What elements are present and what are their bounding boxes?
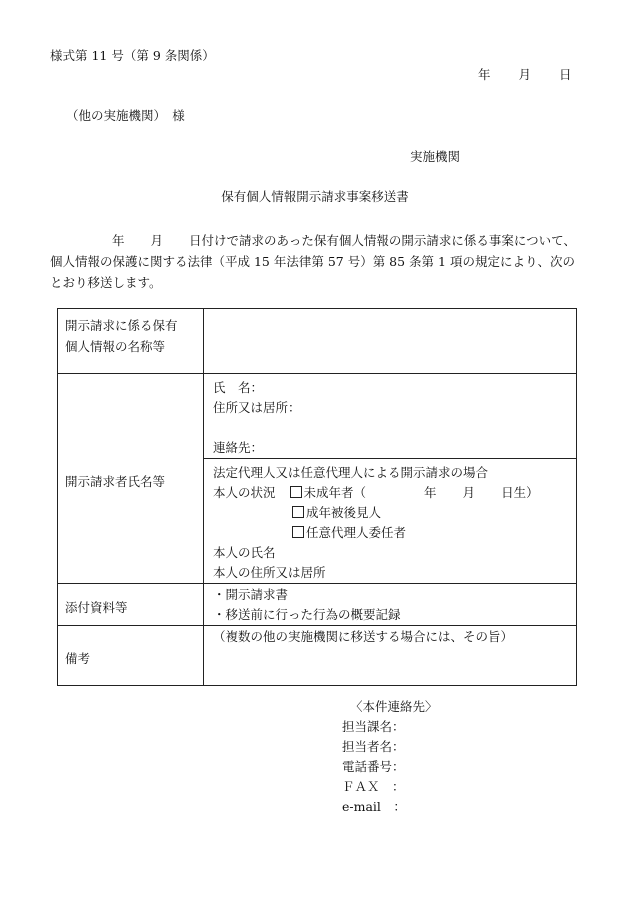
body-month: 月 xyxy=(150,233,164,248)
info-name-label xyxy=(58,309,204,374)
attachments-value xyxy=(204,584,577,626)
contact-fax: ＦＡＸ ： xyxy=(342,779,405,794)
principal-name: 本人の氏名 xyxy=(213,545,276,560)
guardian-label: 成年被後見人 xyxy=(306,505,382,520)
contact-email: e-mail ： xyxy=(342,799,406,814)
remarks-value xyxy=(204,626,577,686)
date-year: 年 xyxy=(478,67,491,82)
body-paragraph xyxy=(50,230,582,293)
info-name-value xyxy=(204,309,577,374)
requester-label-text: 開示請求者氏名等 xyxy=(65,474,166,489)
requester-details xyxy=(204,374,577,459)
requester-address: 住所又は居所： xyxy=(213,400,301,415)
info-name-label-line2: 個人情報の名称等 xyxy=(65,339,166,354)
remarks-label-text: 備考 xyxy=(65,651,91,666)
transfer-table xyxy=(57,308,577,686)
minor-checkbox[interactable] xyxy=(290,486,302,498)
attachment-item-1: ・開示請求書 xyxy=(213,587,289,602)
agent-details xyxy=(204,459,577,584)
agent-heading: 法定代理人又は任意代理人による開示請求の場合 xyxy=(213,465,489,480)
form-number: 様式第 11 号（第 9 条関係） xyxy=(50,48,215,63)
status-label: 本人の状況 xyxy=(213,485,276,500)
contact-heading: 〈本件連絡先〉 xyxy=(350,699,438,714)
requester-contact: 連絡先： xyxy=(213,440,264,455)
info-name-label-line1: 開示請求に係る保有 xyxy=(65,318,178,333)
body-date xyxy=(112,230,189,251)
date-month: 月 xyxy=(518,67,532,82)
attachments-label xyxy=(58,584,204,626)
attachment-item-2: ・移送前に行った行為の概要記録 xyxy=(213,607,401,622)
date-day: 日 xyxy=(559,67,572,82)
remarks-label xyxy=(58,626,204,686)
document-title: 保有個人情報開示請求事案移送書 xyxy=(221,189,409,204)
guardian-option xyxy=(213,503,568,523)
remarks-note: （複数の他の実施機関に移送する場合には、その旨） xyxy=(213,629,514,644)
contact-phone: 電話番号： xyxy=(342,759,405,774)
contact-dept: 担当課名： xyxy=(342,719,405,734)
contact-person: 担当者名： xyxy=(342,739,405,754)
body-year: 年 xyxy=(112,233,125,248)
principal-address: 本人の住所又は居所 xyxy=(213,565,326,580)
contact-block xyxy=(342,697,438,817)
minor-birth-day: 日生） xyxy=(501,485,539,500)
sender-institution: 実施機関 xyxy=(410,149,461,164)
guardian-checkbox[interactable] xyxy=(292,506,304,518)
minor-birth-month: 月 xyxy=(462,485,476,500)
delegator-checkbox[interactable] xyxy=(292,526,304,538)
minor-label: 未成年者（ xyxy=(303,485,367,500)
requester-name: 氏 名： xyxy=(213,380,264,395)
delegator-option xyxy=(213,523,568,543)
attachments-label-text: 添付資料等 xyxy=(65,600,128,615)
addressee: （他の実施機関） 様 xyxy=(66,108,185,123)
requester-label xyxy=(58,374,204,584)
minor-birth-year: 年 xyxy=(424,485,437,500)
delegator-label: 任意代理人委任者 xyxy=(306,525,407,540)
body-text: 日付けで請求のあった保有個人情報の開示請求に係る事案について、個人情報の保護に関する法律（平成 15 年法律第 57 号）第 85 条第 1 項の規定により、次のとおり移送します。 xyxy=(50,233,576,290)
principal-status xyxy=(213,483,568,503)
date-line xyxy=(478,69,572,82)
